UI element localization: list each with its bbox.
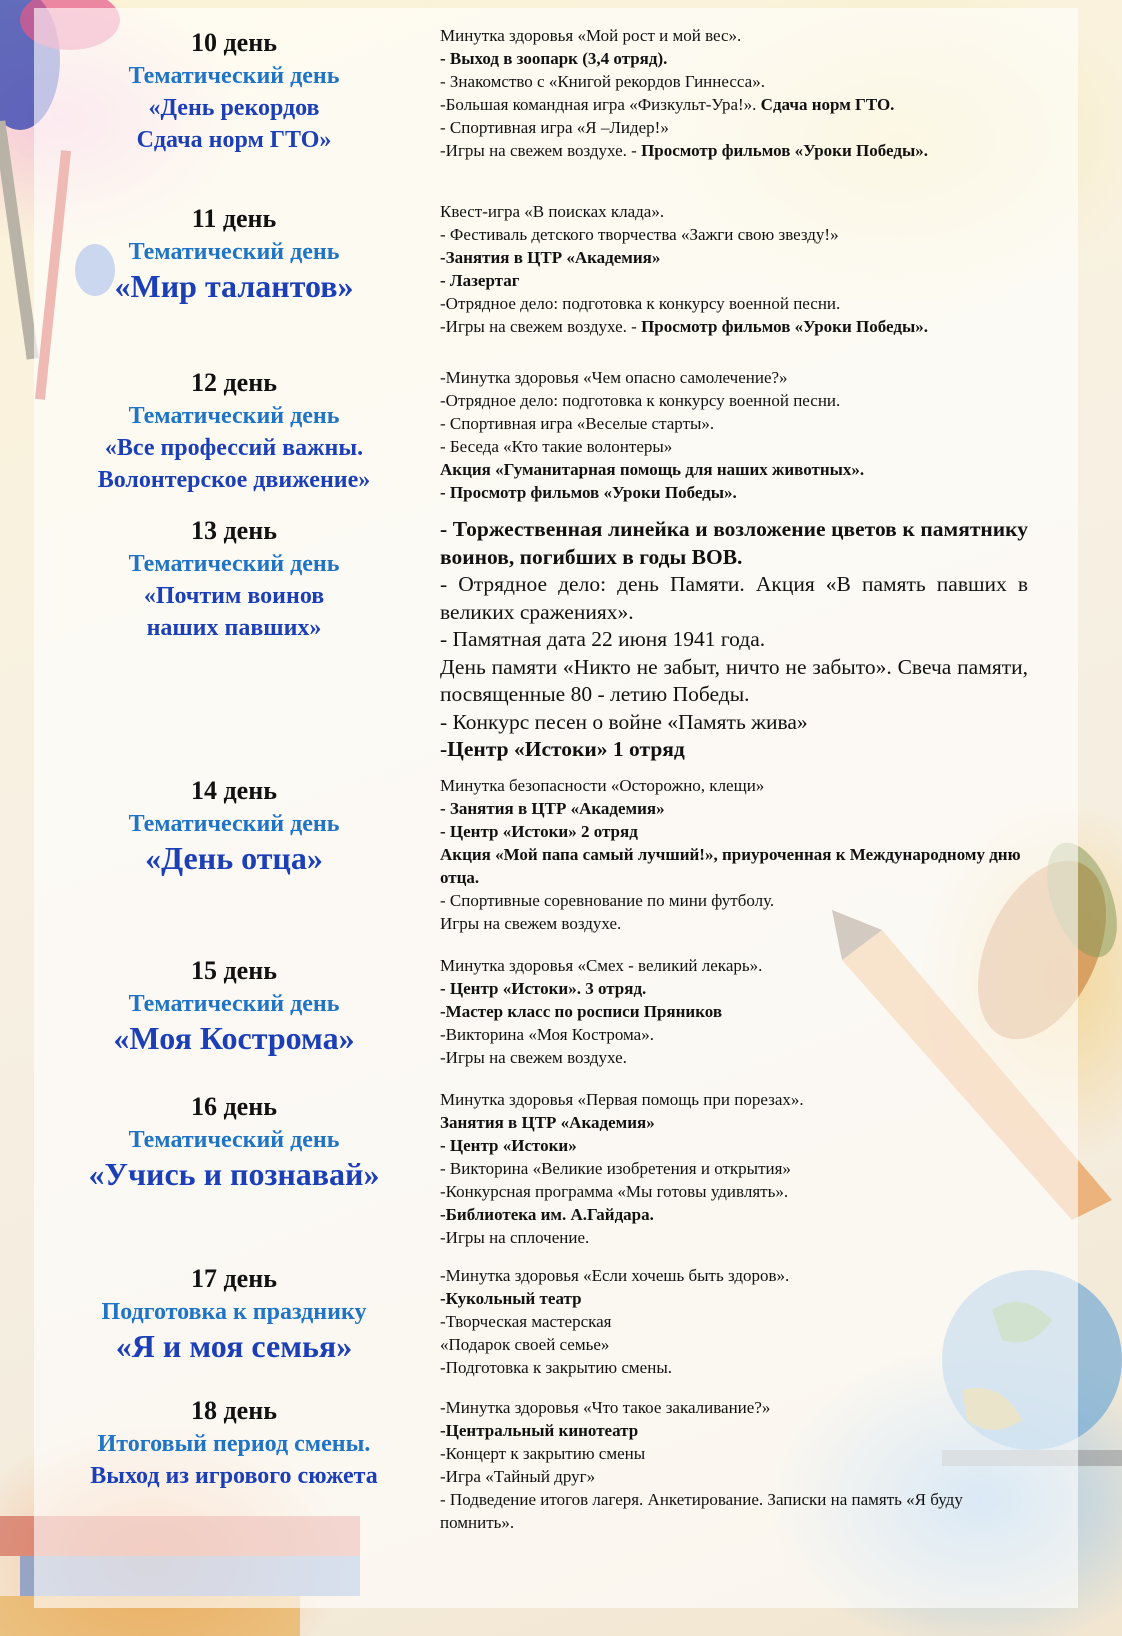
activity-item <box>440 1310 1028 1333</box>
activity-text: -Игры на сплочение. <box>440 1228 590 1247</box>
day-number: 16 день <box>191 1092 277 1121</box>
activity-item <box>440 1134 1028 1157</box>
activity-text: -Отрядное дело: подготовка к конкурсу военной песни. <box>440 294 841 313</box>
day-theme-name: «Все профессий важны. <box>104 435 364 461</box>
day-theme-name: Сдача норм ГТО» <box>136 127 332 153</box>
day-header <box>34 514 434 644</box>
activity-item <box>440 889 1028 912</box>
day-theme-label: Тематический день <box>128 1127 340 1153</box>
day-activities <box>440 1088 1028 1249</box>
activity-text: - Спортивные соревнование по мини футболу. <box>440 891 775 910</box>
day-theme-label: Подготовка к празднику <box>101 1299 367 1325</box>
day-activities <box>440 200 1028 338</box>
activity-text: -Кукольный театр <box>440 1289 582 1308</box>
activity-item <box>440 458 1028 481</box>
activity-item <box>440 1287 1028 1310</box>
day-header <box>34 1394 434 1492</box>
day-theme-name: «День отца» <box>145 840 323 876</box>
activity-text: -Центр «Истоки» 1 отряд <box>440 737 685 761</box>
activity-text: - Центр «Истоки». 3 отряд. <box>440 979 647 998</box>
activity-text: - Викторина «Великие изобретения и открытия» <box>440 1159 791 1178</box>
activity-text: -Центральный кинотеатр <box>440 1421 639 1440</box>
activity-item <box>440 1264 1028 1287</box>
activity-text: - Памятная дата 22 июня 1941 года. <box>440 627 766 651</box>
activity-item <box>440 1442 1028 1465</box>
activity-item <box>440 912 1028 935</box>
day-theme-name: «День рекордов <box>148 95 320 121</box>
day-theme-name: «Почтим воинов <box>143 583 325 609</box>
day-number: 14 день <box>191 776 277 805</box>
activity-text: - Лазертаг <box>440 271 520 290</box>
activity-item <box>440 516 1028 571</box>
activity-text: Сдача норм ГТО. <box>760 95 895 114</box>
activity-item <box>440 1180 1028 1203</box>
activity-text: - Фестиваль детского творчества «Зажги свою звезду!» <box>440 225 839 244</box>
activity-item <box>440 571 1028 626</box>
activity-text: -Викторина «Моя Кострома». <box>440 1025 654 1044</box>
day-number: 11 день <box>191 204 277 233</box>
activity-item <box>440 246 1028 269</box>
activity-item <box>440 820 1028 843</box>
activity-item <box>440 1356 1028 1379</box>
activity-item <box>440 654 1028 709</box>
activity-text: Минутка здоровья «Первая помощь при порезах». <box>440 1090 804 1109</box>
day-number: 10 день <box>191 28 277 57</box>
day-header <box>34 26 434 156</box>
activity-text: - Беседа «Кто такие волонтеры» <box>440 437 673 456</box>
activity-item <box>440 709 1028 737</box>
activity-text: -Творческая мастерская <box>440 1312 612 1331</box>
activity-item <box>440 954 1028 977</box>
activity-text: -Игры на свежем воздухе. - <box>440 317 642 336</box>
day-header <box>34 774 434 876</box>
activity-item <box>440 797 1028 820</box>
activity-text: Минутка безопасности «Осторожно, клещи» <box>440 776 765 795</box>
activity-text: - Центр «Истоки» <box>440 1136 577 1155</box>
activity-item <box>440 366 1028 389</box>
activity-item <box>440 269 1028 292</box>
activity-item <box>440 1000 1028 1023</box>
day-theme-name: «Учись и познавай» <box>88 1156 380 1192</box>
day-activities <box>440 24 1028 162</box>
day-theme-name: «Мир талантов» <box>114 268 354 304</box>
activity-text: Игры на свежем воздухе. <box>440 914 622 933</box>
activity-item <box>440 292 1028 315</box>
day-header <box>34 954 434 1056</box>
activity-item <box>440 47 1028 70</box>
activity-item <box>440 1488 1028 1534</box>
day-theme-label: Тематический день <box>128 239 340 265</box>
activity-text: День памяти «Никто не забыт, ничто не забыто». Свеча памяти, посвященные 80 - летию Победы. <box>440 654 1028 706</box>
activity-item <box>440 1111 1028 1134</box>
activity-text: «Подарок своей семье» <box>440 1335 610 1354</box>
activity-text: -Подготовка к закрытию смены. <box>440 1358 672 1377</box>
activity-item <box>440 389 1028 412</box>
activity-text: -Игра «Тайный друг» <box>440 1467 596 1486</box>
activity-text: -Занятия в ЦТР «Академия» <box>440 248 661 267</box>
day-header <box>34 1090 434 1192</box>
activity-text: Просмотр фильмов «Уроки Победы». <box>641 317 928 336</box>
activity-text: -Минутка здоровья «Что такое закаливание?» <box>440 1398 771 1417</box>
activity-item <box>440 1465 1028 1488</box>
activity-text: - Отрядное дело: день Памяти. Акция «В память павших в великих сражениях». <box>440 572 1028 624</box>
activity-text: -Большая командная игра «Физкульт-Ура!». <box>440 95 761 114</box>
activity-text: -Минутка здоровья «Если хочешь быть здоров». <box>440 1266 790 1285</box>
activity-item <box>440 200 1028 223</box>
activity-text: -Библиотека им. А.Гайдара. <box>440 1205 654 1224</box>
day-number: 15 день <box>191 956 277 985</box>
activity-item <box>440 977 1028 1000</box>
activity-text: -Мастер класс по росписи Пряников <box>440 1002 723 1021</box>
activity-text: -Отрядное дело: подготовка к конкурсу военной песни. <box>440 391 841 410</box>
activity-item <box>440 843 1028 889</box>
activity-text: - Торжественная линейка и возложение цветов к памятнику воинов, погибших в годы ВОВ. <box>440 517 1028 569</box>
day-activities <box>440 1264 1028 1379</box>
day-activities <box>440 774 1028 935</box>
activity-item <box>440 93 1028 116</box>
activity-item <box>440 139 1028 162</box>
day-activities <box>440 516 1028 764</box>
day-theme-label: Тематический день <box>128 403 340 429</box>
activity-item <box>440 315 1028 338</box>
activity-item <box>440 774 1028 797</box>
activity-text: -Концерт к закрытию смены <box>440 1444 646 1463</box>
day-theme-label: Тематический день <box>128 551 340 577</box>
day-header <box>34 1262 434 1364</box>
activity-item <box>440 1226 1028 1249</box>
activity-item <box>440 116 1028 139</box>
day-header <box>34 202 434 304</box>
day-theme-name: Волонтерское движение» <box>97 467 371 493</box>
activity-item <box>440 1419 1028 1442</box>
activity-item <box>440 1203 1028 1226</box>
activity-text: - Спортивная игра «Я –Лидер!» <box>440 118 669 137</box>
activity-item <box>440 70 1028 93</box>
activity-text: -Игры на свежем воздухе. - <box>440 141 642 160</box>
activity-text: Просмотр фильмов «Уроки Победы». <box>641 141 928 160</box>
day-activities <box>440 366 1028 504</box>
day-theme-name: Выход из игрового сюжета <box>90 1463 378 1489</box>
activity-item <box>440 1157 1028 1180</box>
activity-text: - Центр «Истоки» 2 отряд <box>440 822 638 841</box>
activity-text: Занятия в ЦТР «Академия» <box>440 1113 655 1132</box>
day-activities <box>440 1396 1028 1534</box>
activity-text: - Конкурс песен о войне «Память жива» <box>440 709 808 734</box>
activity-item <box>440 1088 1028 1111</box>
activity-text: Квест-игра «В поисках клада». <box>440 202 665 221</box>
activity-item <box>440 481 1028 504</box>
activity-item <box>440 1023 1028 1046</box>
day-number: 13 день <box>191 516 277 545</box>
activity-text: - Знакомство с «Книгой рекордов Гиннесса». <box>440 72 765 91</box>
day-theme-name: «Моя Кострома» <box>113 1020 355 1056</box>
activity-text: Минутка здоровья «Мой рост и мой вес». <box>440 26 742 45</box>
activity-text: Акция «Гуманитарная помощь для наших животных». <box>440 460 865 479</box>
activity-text: Минутка здоровья «Смех - великий лекарь». <box>440 956 763 975</box>
day-number: 17 день <box>191 1264 277 1293</box>
day-theme-label: Тематический день <box>128 811 340 837</box>
day-number: 18 день <box>191 1396 277 1425</box>
activity-item <box>440 412 1028 435</box>
activity-text: - Занятия в ЦТР «Академия» <box>440 799 665 818</box>
activity-item <box>440 1046 1028 1069</box>
day-theme-label: Итоговый период смены. <box>97 1431 371 1457</box>
day-header <box>34 366 434 496</box>
activity-text: Акция «Мой папа самый лучший!», приуроченная к Международному дню отца. <box>440 845 1021 887</box>
activity-item <box>440 626 1028 654</box>
activity-text: - Спортивная игра «Веселые старты». <box>440 414 715 433</box>
activity-item <box>440 435 1028 458</box>
activity-text: -Минутка здоровья «Чем опасно самолечение?» <box>440 368 788 387</box>
activity-text: -Конкурсная программа «Мы готовы удивлять». <box>440 1182 789 1201</box>
day-number: 12 день <box>191 368 277 397</box>
activity-item <box>440 736 1028 764</box>
day-theme-label: Тематический день <box>128 991 340 1017</box>
activity-item <box>440 223 1028 246</box>
day-theme-name: «Я и моя семья» <box>115 1328 353 1364</box>
activity-item <box>440 1396 1028 1419</box>
activity-item <box>440 24 1028 47</box>
activity-text: - Просмотр фильмов «Уроки Победы». <box>440 483 737 502</box>
activity-item <box>440 1333 1028 1356</box>
day-theme-label: Тематический день <box>128 63 340 89</box>
activity-text: - Выход в зоопарк (3,4 отряд). <box>440 49 668 68</box>
activity-text: - Подведение итогов лагеря. Анкетирование. Записки на память «Я буду помнить». <box>440 1490 963 1532</box>
day-activities <box>440 954 1028 1069</box>
day-theme-name: наших павших» <box>146 615 322 641</box>
activity-text: -Игры на свежем воздухе. <box>440 1048 627 1067</box>
